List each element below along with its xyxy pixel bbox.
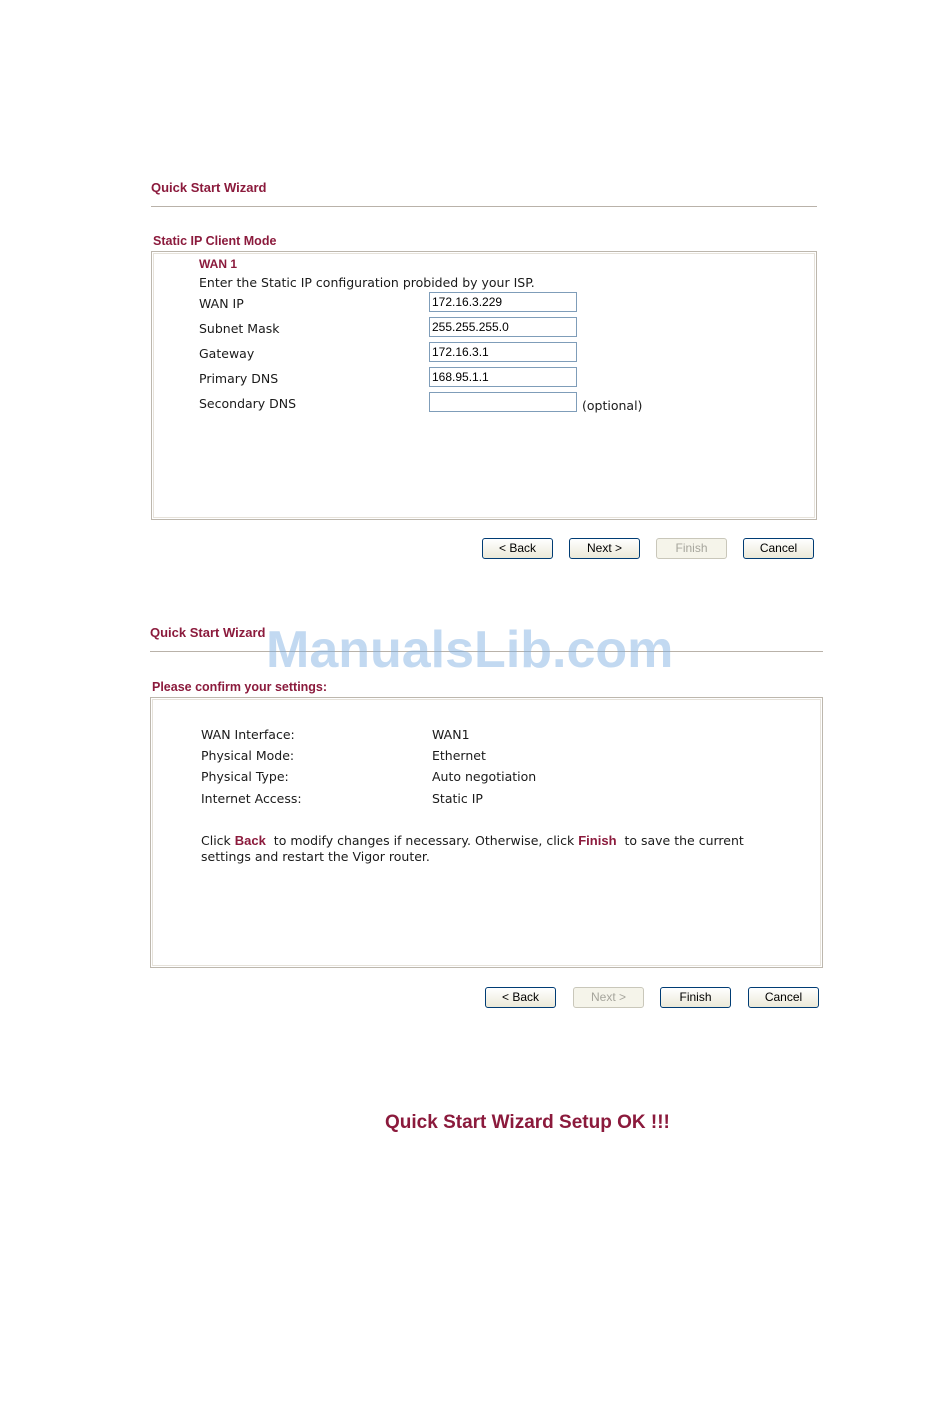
confirm-note: [201, 833, 744, 848]
note-text-1: Click: [201, 833, 235, 848]
note-back-word: Back: [234, 833, 266, 848]
wizard-title: Quick Start Wizard: [151, 180, 267, 195]
wan-interface-label: WAN Interface:: [201, 727, 295, 742]
primary-dns-label: Primary DNS: [199, 371, 279, 386]
internet-access-value: Static IP: [432, 791, 483, 806]
note-text-3: to save the current: [616, 833, 744, 848]
finish-button: Finish: [656, 538, 727, 559]
note-finish-word: Finish: [578, 833, 617, 848]
gateway-input[interactable]: 172.16.3.1: [429, 342, 577, 362]
physical-type-value: Auto negotiation: [432, 769, 537, 784]
physical-type-label: Physical Type:: [201, 769, 289, 784]
secondary-dns-label: Secondary DNS: [199, 396, 297, 411]
secondary-dns-input[interactable]: [429, 392, 577, 412]
wan-interface-value: WAN1: [432, 727, 470, 742]
internet-access-label: Internet Access:: [201, 791, 302, 806]
cancel-button[interactable]: Cancel: [743, 538, 814, 559]
setup-ok-message: Quick Start Wizard Setup OK !!!: [385, 1112, 670, 1133]
back-button[interactable]: < Back: [482, 538, 553, 559]
finish-button-confirm[interactable]: Finish: [660, 987, 731, 1008]
section-title: Static IP Client Mode: [153, 234, 277, 248]
wan-label: WAN 1: [199, 257, 238, 271]
wan-ip-label: WAN IP: [199, 296, 244, 311]
instruction-text: Enter the Static IP configuration probided by your ISP.: [199, 275, 535, 290]
confirm-note-line2: settings and restart the Vigor router.: [201, 849, 430, 864]
physical-mode-value: Ethernet: [432, 748, 486, 763]
gateway-label: Gateway: [199, 346, 255, 361]
title-divider: [151, 206, 817, 207]
watermark: ManualsLib.com: [266, 621, 674, 679]
cancel-button-confirm[interactable]: Cancel: [748, 987, 819, 1008]
confirm-section-title: Please confirm your settings:: [152, 680, 328, 694]
physical-mode-label: Physical Mode:: [201, 748, 295, 763]
primary-dns-input[interactable]: 168.95.1.1: [429, 367, 577, 387]
subnet-mask-input[interactable]: 255.255.255.0: [429, 317, 577, 337]
optional-note: (optional): [582, 398, 643, 413]
subnet-mask-label: Subnet Mask: [199, 321, 280, 336]
wan-ip-input[interactable]: 172.16.3.229: [429, 292, 577, 312]
next-button[interactable]: Next >: [569, 538, 640, 559]
note-text-2: to modify changes if necessary. Otherwise, click: [265, 833, 579, 848]
back-button-confirm[interactable]: < Back: [485, 987, 556, 1008]
wizard-title-confirm: Quick Start Wizard: [150, 625, 266, 640]
next-button-confirm: Next >: [573, 987, 644, 1008]
